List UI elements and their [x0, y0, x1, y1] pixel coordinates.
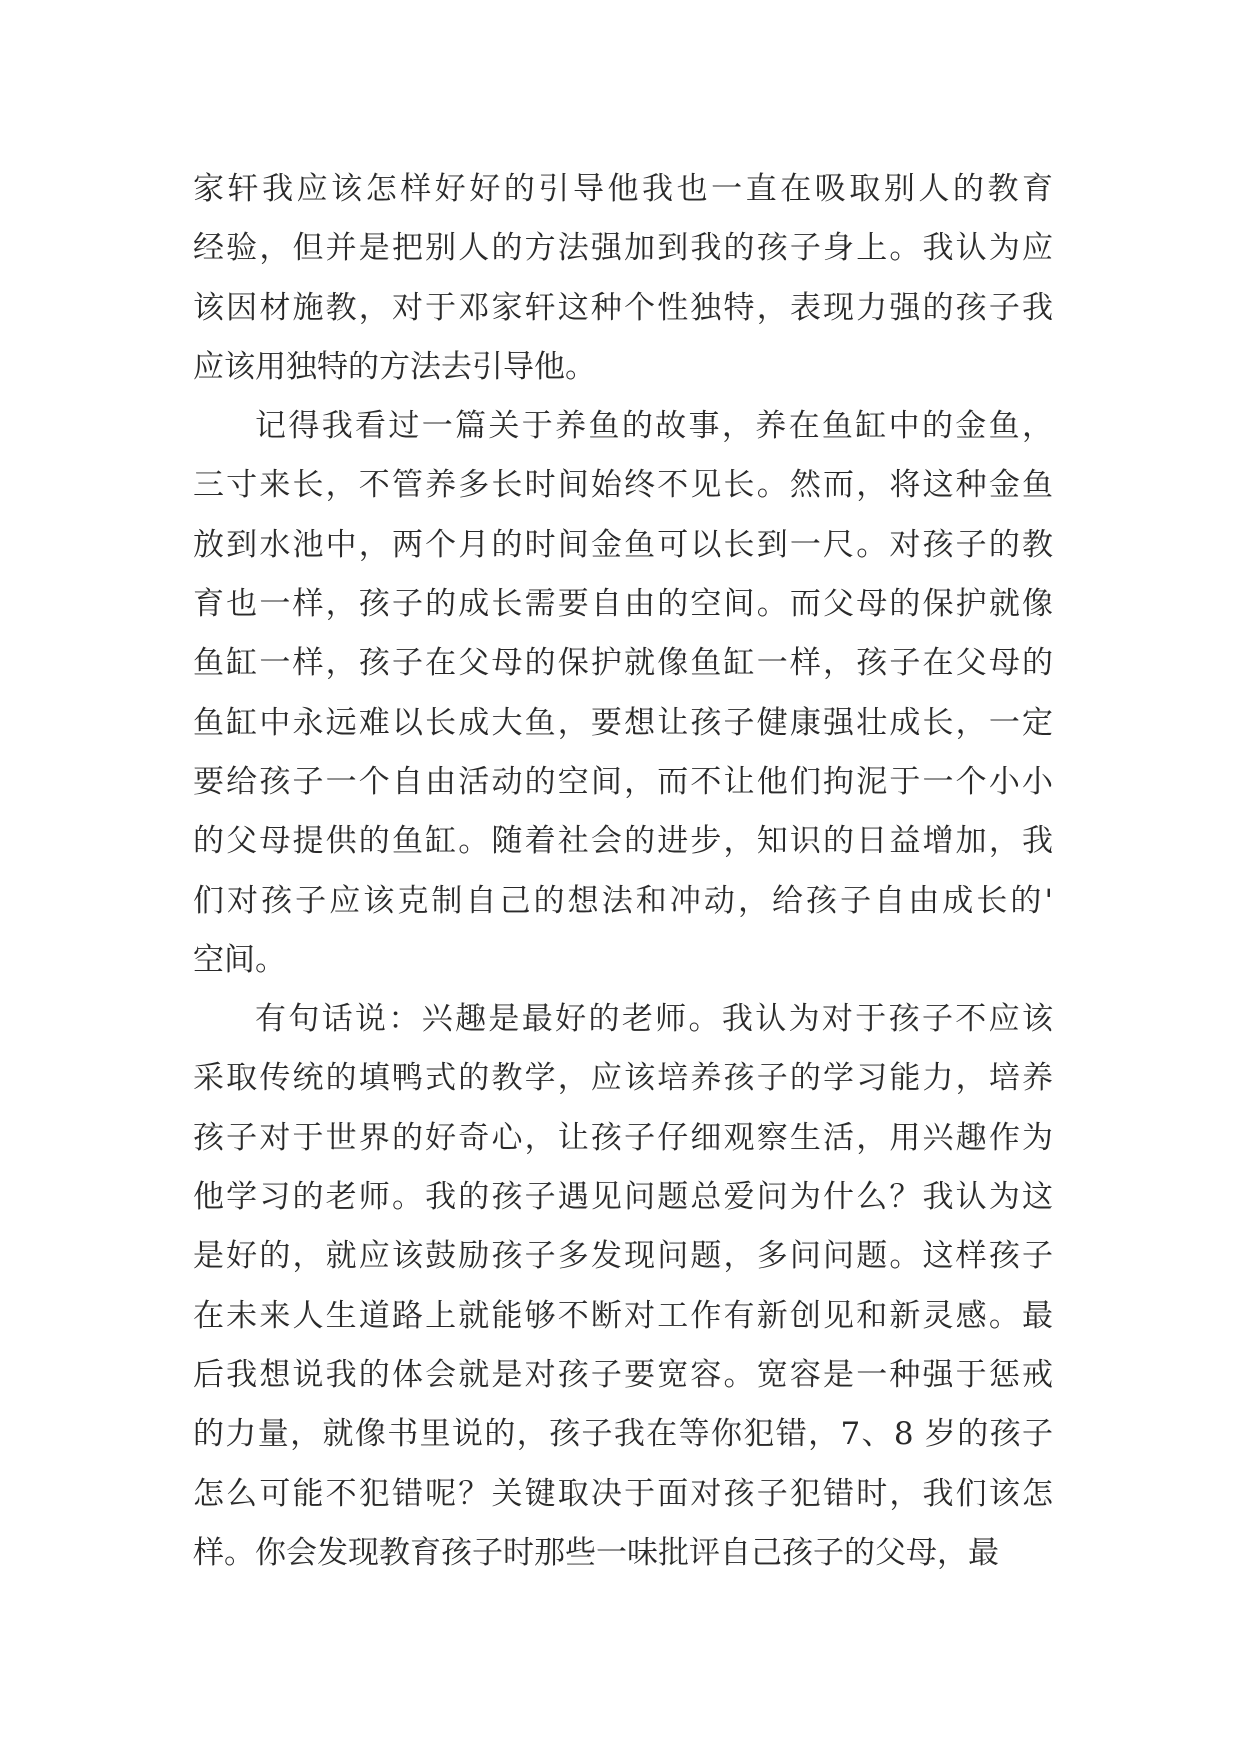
text-line: 该因材施教，对于邓家轩这种个性独特，表现力强的孩子我	[193, 289, 1053, 326]
text-line: 鱼缸中永远难以长成大鱼，要想让孩子健康强壮成长，一定	[193, 704, 1053, 741]
text-line: 经验，但并是把别人的方法强加到我的孩子身上。我认为应	[193, 230, 1053, 267]
text-line: 家轩我应该怎样好好的引导他我也一直在吸取别人的教育	[193, 171, 1053, 207]
body-text	[193, 160, 1053, 1583]
text-line: 在未来人生道路上就能够不断对工作有新创见和新灵感。最	[193, 1297, 1053, 1334]
text-line: 育也一样，孩子的成长需要自由的空间。而父母的保护就像	[193, 586, 1053, 623]
text-line: 鱼缸一样，孩子在父母的保护就像鱼缸一样，孩子在父母的	[193, 645, 1053, 682]
text-line: 的父母提供的鱼缸。随着社会的进步，知识的日益增加，我	[193, 823, 1053, 860]
text-line: 他学习的老师。我的孩子遇见问题总爱问为什么？我认为这	[193, 1179, 1053, 1216]
paragraph	[193, 990, 1053, 1583]
text-line: 有句话说：兴趣是最好的老师。我认为对于孩子不应该	[255, 1001, 1053, 1038]
text-line: 采取传统的填鸭式的教学，应该培养孩子的学习能力，培养	[193, 1060, 1053, 1097]
text-line: 们对孩子应该克制自己的想法和冲动，给孩子自由成长的'	[193, 882, 1053, 919]
text-line: 记得我看过一篇关于养鱼的故事，养在鱼缸中的金鱼，	[255, 408, 1053, 445]
text-line: 是好的，就应该鼓励孩子多发现问题，多问问题。这样孩子	[193, 1238, 1053, 1275]
text-line: 怎么可能不犯错呢？关键取决于面对孩子犯错时，我们该怎	[193, 1475, 1053, 1512]
text-line: 样。你会发现教育孩子时那些一味批评自己孩子的父母，最	[193, 1534, 999, 1571]
text-line: 放到水池中，两个月的时间金鱼可以长到一尺。对孩子的教	[193, 526, 1053, 563]
text-line: 应该用独特的方法去引导他。	[193, 348, 596, 385]
text-line: 要给孩子一个自由活动的空间，而不让他们拘泥于一个小小	[193, 763, 1053, 800]
text-line: 三寸来长，不管养多长时间始终不见长。然而，将这种金鱼	[193, 467, 1053, 504]
text-line: 的力量，就像书里说的，孩子我在等你犯错，7、8 岁的孩子	[193, 1416, 1053, 1453]
text-line: 空间。	[193, 941, 286, 978]
paragraph	[193, 160, 1053, 397]
paragraph	[193, 397, 1053, 990]
text-line: 孩子对于世界的好奇心，让孩子仔细观察生活，用兴趣作为	[193, 1119, 1053, 1156]
text-line: 后我想说我的体会就是对孩子要宽容。宽容是一种强于惩戒	[193, 1356, 1053, 1393]
